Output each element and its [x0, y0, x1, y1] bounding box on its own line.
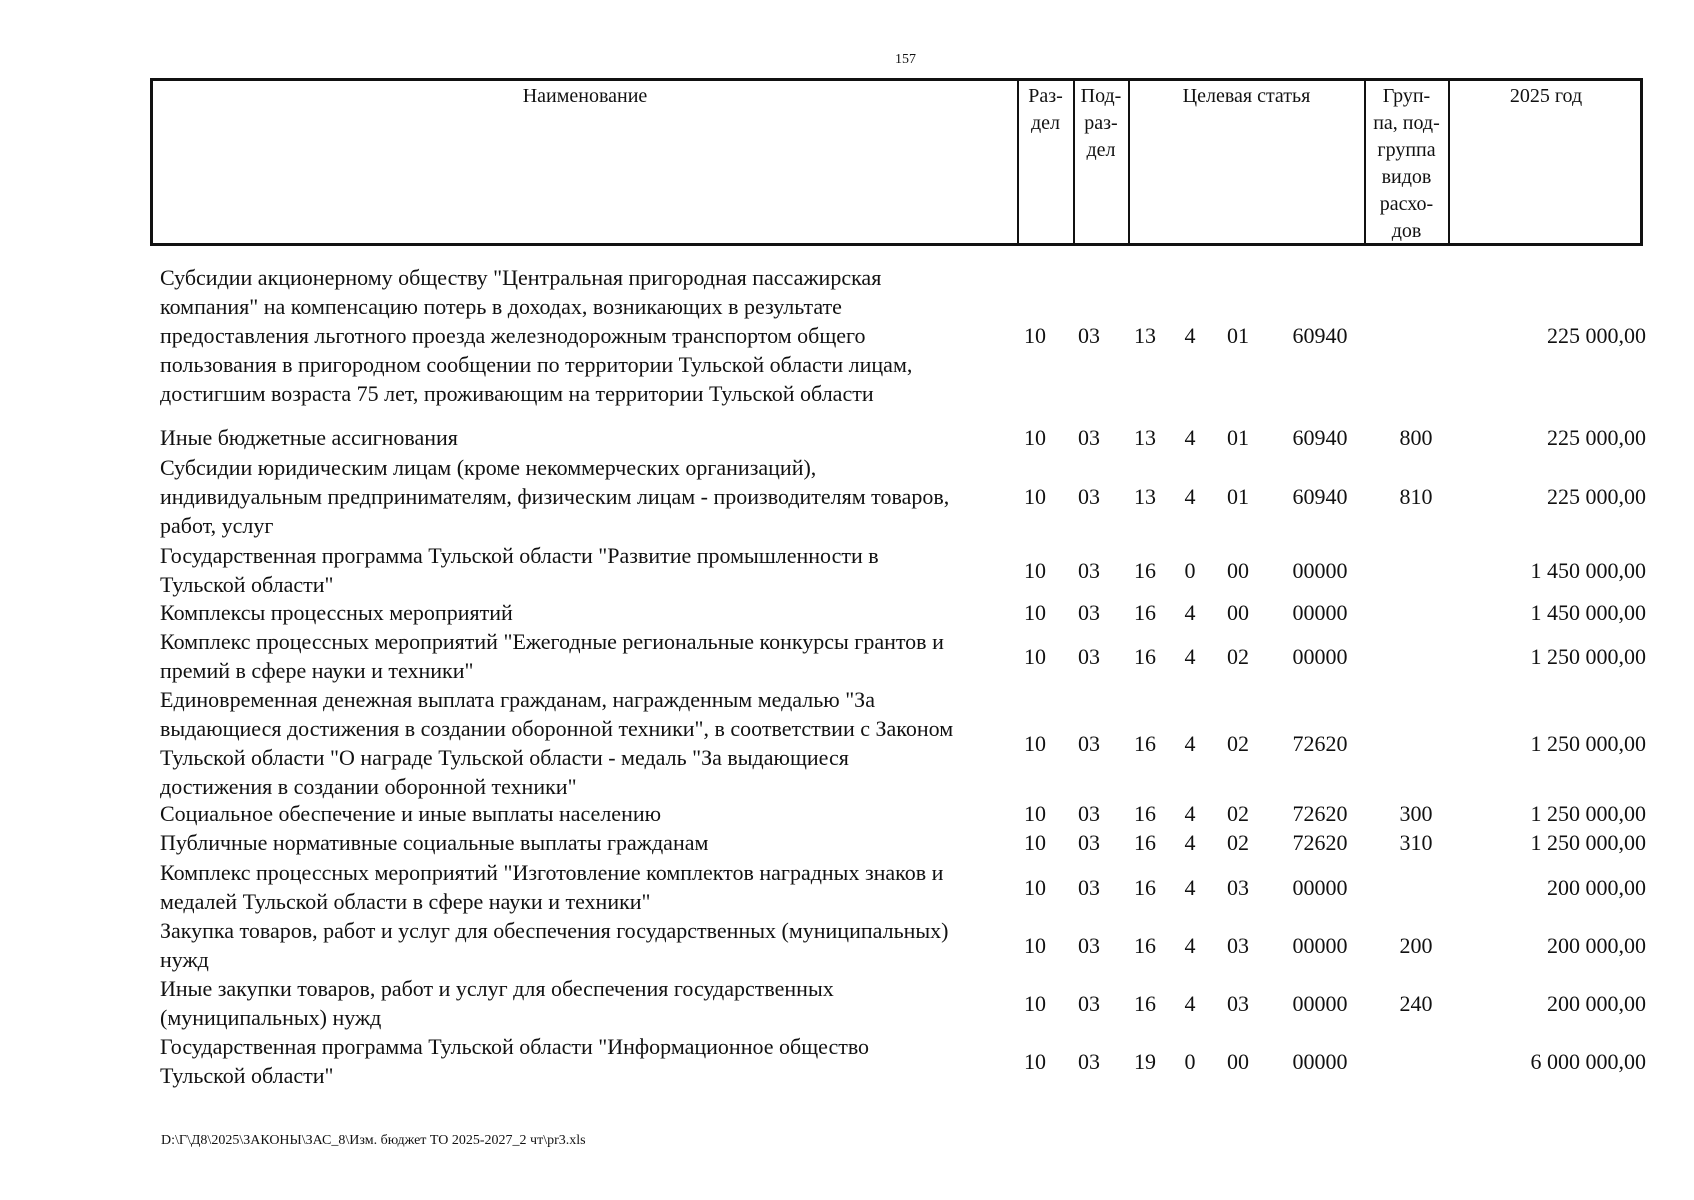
row-name-line: Тульской области "О награде Тульской области - медаль "За выдающиеся — [160, 745, 849, 770]
row-cs3: 00 — [1227, 1048, 1249, 1074]
row-name-line: Субсидии акционерному обществу "Центральная пригородная пассажирская — [160, 265, 882, 290]
row-razdel: 10 — [1024, 484, 1046, 509]
row-razdel: 10 — [1024, 643, 1046, 669]
row-cs4: 72620 — [1292, 830, 1348, 855]
row-name — [160, 858, 1020, 916]
row-name-line: премий в сфере науки и техники" — [160, 658, 474, 683]
row-cs4: 00000 — [1292, 600, 1348, 625]
row-amount: 225 000,00 — [1547, 484, 1646, 509]
row-cs1: 13 — [1134, 484, 1156, 509]
row-cs1: 16 — [1134, 830, 1156, 855]
page-number: 157 — [895, 52, 916, 67]
row-cs3: 01 — [1227, 323, 1249, 348]
header-razdel-line: дел — [1030, 112, 1061, 134]
row-amount: 1 250 000,00 — [1530, 643, 1646, 669]
row-amount: 1 250 000,00 — [1530, 830, 1646, 855]
row-podrazdel: 03 — [1078, 425, 1100, 450]
header-gruppa-line: группа — [1377, 139, 1436, 161]
row-razdel: 10 — [1024, 874, 1046, 900]
row-cs2: 4 — [1184, 323, 1196, 348]
row-name — [160, 916, 1020, 974]
row-cs3: 01 — [1227, 484, 1249, 509]
header-gruppa-line: дов — [1391, 220, 1422, 242]
row-cs1: 16 — [1134, 874, 1156, 900]
row-amount: 200 000,00 — [1547, 932, 1646, 958]
row-name — [160, 799, 1020, 828]
row-name — [160, 1032, 1020, 1090]
row-cs4: 72620 — [1292, 730, 1348, 756]
row-name-line: индивидуальным предпринимателям, физическим лицам - производителям товаров, — [160, 484, 950, 509]
row-razdel: 10 — [1024, 830, 1046, 855]
row-name — [160, 685, 1020, 801]
row-cs3: 02 — [1227, 643, 1249, 669]
row-cs2: 4 — [1184, 730, 1196, 756]
row-amount: 225 000,00 — [1547, 323, 1646, 348]
row-cs2: 4 — [1184, 600, 1196, 625]
row-razdel: 10 — [1024, 801, 1046, 826]
row-name-line: пользования в пригородном сообщении по территории Тульской области лицам, — [160, 352, 913, 377]
row-name-line: Иные бюджетные ассигнования — [160, 425, 458, 450]
row-cs2: 4 — [1184, 932, 1196, 958]
row-name — [160, 974, 1020, 1032]
row-cs1: 16 — [1134, 932, 1156, 958]
row-cs4: 00000 — [1292, 557, 1348, 583]
row-name-line: Закупка товаров, работ и услуг для обеспечения государственных (муниципальных) — [160, 918, 949, 943]
row-podrazdel: 03 — [1078, 990, 1100, 1016]
row-cs4: 00000 — [1292, 874, 1348, 900]
row-razdel: 10 — [1024, 600, 1046, 625]
row-name — [160, 828, 1020, 857]
row-name-line: Комплекс процессных мероприятий "Изготовление комплектов наградных знаков и — [160, 860, 944, 885]
row-name-line: компания" на компенсацию потерь в доходах, возникающих в результате — [160, 294, 842, 319]
header-gruppa-line: Груп- — [1382, 85, 1431, 107]
row-podrazdel: 03 — [1078, 932, 1100, 958]
row-podrazdel: 03 — [1078, 730, 1100, 756]
row-podrazdel: 03 — [1078, 801, 1100, 826]
row-name — [160, 263, 1020, 408]
row-podrazdel: 03 — [1078, 874, 1100, 900]
row-cs4: 60940 — [1292, 484, 1348, 509]
row-cs1: 16 — [1134, 600, 1156, 625]
row-name-line: Тульской области" — [160, 572, 334, 597]
row-cs3: 03 — [1227, 874, 1249, 900]
row-gruppa: 310 — [1399, 830, 1433, 855]
row-cs2: 0 — [1184, 1048, 1196, 1074]
row-name-line: выдающиеся достижения в создании оборонной техники", в соответствии с Законом — [160, 716, 954, 741]
row-name-line: нужд — [160, 947, 209, 972]
row-amount: 1 250 000,00 — [1530, 801, 1646, 826]
file-path-footer: D:\Г\Д8\2025\ЗАКОНЫ\ЗАС_8\Изм. бюджет ТО 2025-2027_2 чт\pr3.xls — [161, 1133, 586, 1148]
row-cs3: 03 — [1227, 932, 1249, 958]
row-name-line: достижения в создании оборонной техники" — [160, 774, 577, 799]
row-cs2: 4 — [1184, 801, 1196, 826]
row-cs1: 16 — [1134, 730, 1156, 756]
row-cs4: 60940 — [1292, 323, 1348, 348]
row-cs2: 4 — [1184, 643, 1196, 669]
row-name-line: работ, услуг — [160, 513, 274, 538]
row-cs3: 02 — [1227, 830, 1249, 855]
row-amount: 200 000,00 — [1547, 874, 1646, 900]
row-cs1: 16 — [1134, 801, 1156, 826]
row-cs1: 19 — [1134, 1048, 1156, 1074]
row-name — [160, 598, 1020, 627]
row-cs3: 01 — [1227, 425, 1249, 450]
row-podrazdel: 03 — [1078, 830, 1100, 855]
row-name-line: Социальное обеспечение и иные выплаты населению — [160, 801, 662, 826]
row-cs1: 13 — [1134, 425, 1156, 450]
row-gruppa: 200 — [1399, 932, 1433, 958]
row-cs4: 00000 — [1292, 1048, 1348, 1074]
row-cs2: 4 — [1184, 874, 1196, 900]
row-amount: 1 250 000,00 — [1530, 730, 1646, 756]
row-cs2: 0 — [1184, 557, 1196, 583]
row-cs3: 00 — [1227, 557, 1249, 583]
header-year: 2025 год — [1509, 85, 1583, 107]
row-razdel: 10 — [1024, 557, 1046, 583]
header-podrazdel-line: раз- — [1084, 112, 1118, 134]
row-name-line: (муниципальных) нужд — [160, 1005, 382, 1030]
row-name — [160, 453, 1020, 540]
row-podrazdel: 03 — [1078, 557, 1100, 583]
header-gruppa-line: видов — [1381, 166, 1432, 188]
row-razdel: 10 — [1024, 932, 1046, 958]
header-podrazdel-line: дел — [1086, 139, 1116, 161]
row-amount: 225 000,00 — [1547, 425, 1646, 450]
header-gruppa-line: расхо- — [1379, 193, 1434, 215]
row-name — [160, 423, 1020, 452]
row-razdel: 10 — [1024, 990, 1046, 1016]
header-podrazdel-line: Под- — [1080, 85, 1122, 107]
row-gruppa: 240 — [1399, 990, 1433, 1016]
row-cs1: 16 — [1134, 557, 1156, 583]
row-amount: 6 000 000,00 — [1530, 1048, 1646, 1074]
header-razdel-line: Раз- — [1028, 85, 1063, 107]
row-razdel: 10 — [1024, 323, 1046, 348]
row-cs3: 03 — [1227, 990, 1249, 1016]
row-name-line: Единовременная денежная выплата гражданам, награжденным медалью "За — [160, 687, 875, 712]
header-celevaya-statya: Целевая статья — [1182, 85, 1311, 107]
row-gruppa: 810 — [1399, 484, 1433, 509]
row-razdel: 10 — [1024, 730, 1046, 756]
row-cs1: 16 — [1134, 990, 1156, 1016]
row-name-line: Публичные нормативные социальные выплаты гражданам — [160, 830, 709, 855]
row-name-line: Государственная программа Тульской области "Развитие промышленности в — [160, 543, 879, 568]
row-razdel: 10 — [1024, 425, 1046, 450]
row-amount: 1 450 000,00 — [1530, 600, 1646, 625]
row-cs4: 00000 — [1292, 643, 1348, 669]
row-cs3: 02 — [1227, 801, 1249, 826]
row-cs2: 4 — [1184, 484, 1196, 509]
row-cs3: 02 — [1227, 730, 1249, 756]
row-name-line: Субсидии юридическим лицам (кроме некоммерческих организаций), — [160, 455, 817, 480]
row-razdel: 10 — [1024, 1048, 1046, 1074]
row-cs4: 00000 — [1292, 932, 1348, 958]
row-gruppa: 800 — [1399, 425, 1433, 450]
row-podrazdel: 03 — [1078, 600, 1100, 625]
row-gruppa: 300 — [1399, 801, 1433, 826]
row-podrazdel: 03 — [1078, 484, 1100, 509]
row-name-line: Государственная программа Тульской области "Информационное общество — [160, 1034, 870, 1059]
row-name-line: достигшим возраста 75 лет, проживающим на территории Тульской области — [160, 381, 874, 406]
row-name-line: Иные закупки товаров, работ и услуг для обеспечения государственных — [160, 976, 834, 1001]
row-cs1: 13 — [1134, 323, 1156, 348]
header-name: Наименование — [522, 85, 648, 107]
row-cs4: 00000 — [1292, 990, 1348, 1016]
row-cs4: 60940 — [1292, 425, 1348, 450]
row-amount: 1 450 000,00 — [1530, 557, 1646, 583]
row-podrazdel: 03 — [1078, 1048, 1100, 1074]
row-cs1: 16 — [1134, 643, 1156, 669]
row-podrazdel: 03 — [1078, 643, 1100, 669]
row-cs4: 72620 — [1292, 801, 1348, 826]
row-cs2: 4 — [1184, 830, 1196, 855]
row-cs3: 00 — [1227, 600, 1249, 625]
row-name — [160, 627, 1020, 685]
row-cs2: 4 — [1184, 425, 1196, 450]
row-podrazdel: 03 — [1078, 323, 1100, 348]
row-name-line: предоставления льготного проезда железнодорожным транспортом общего — [160, 323, 866, 348]
row-name-line: Комплекс процессных мероприятий "Ежегодные региональные конкурсы грантов и — [160, 629, 944, 654]
row-name-line: Комплексы процессных мероприятий — [160, 600, 513, 625]
row-name-line: Тульской области" — [160, 1063, 334, 1088]
row-cs2: 4 — [1184, 990, 1196, 1016]
row-name-line: медалей Тульской области в сфере науки и техники" — [160, 889, 651, 914]
row-name — [160, 541, 1020, 599]
header-gruppa-line: па, под- — [1373, 112, 1440, 134]
row-amount: 200 000,00 — [1547, 990, 1646, 1016]
